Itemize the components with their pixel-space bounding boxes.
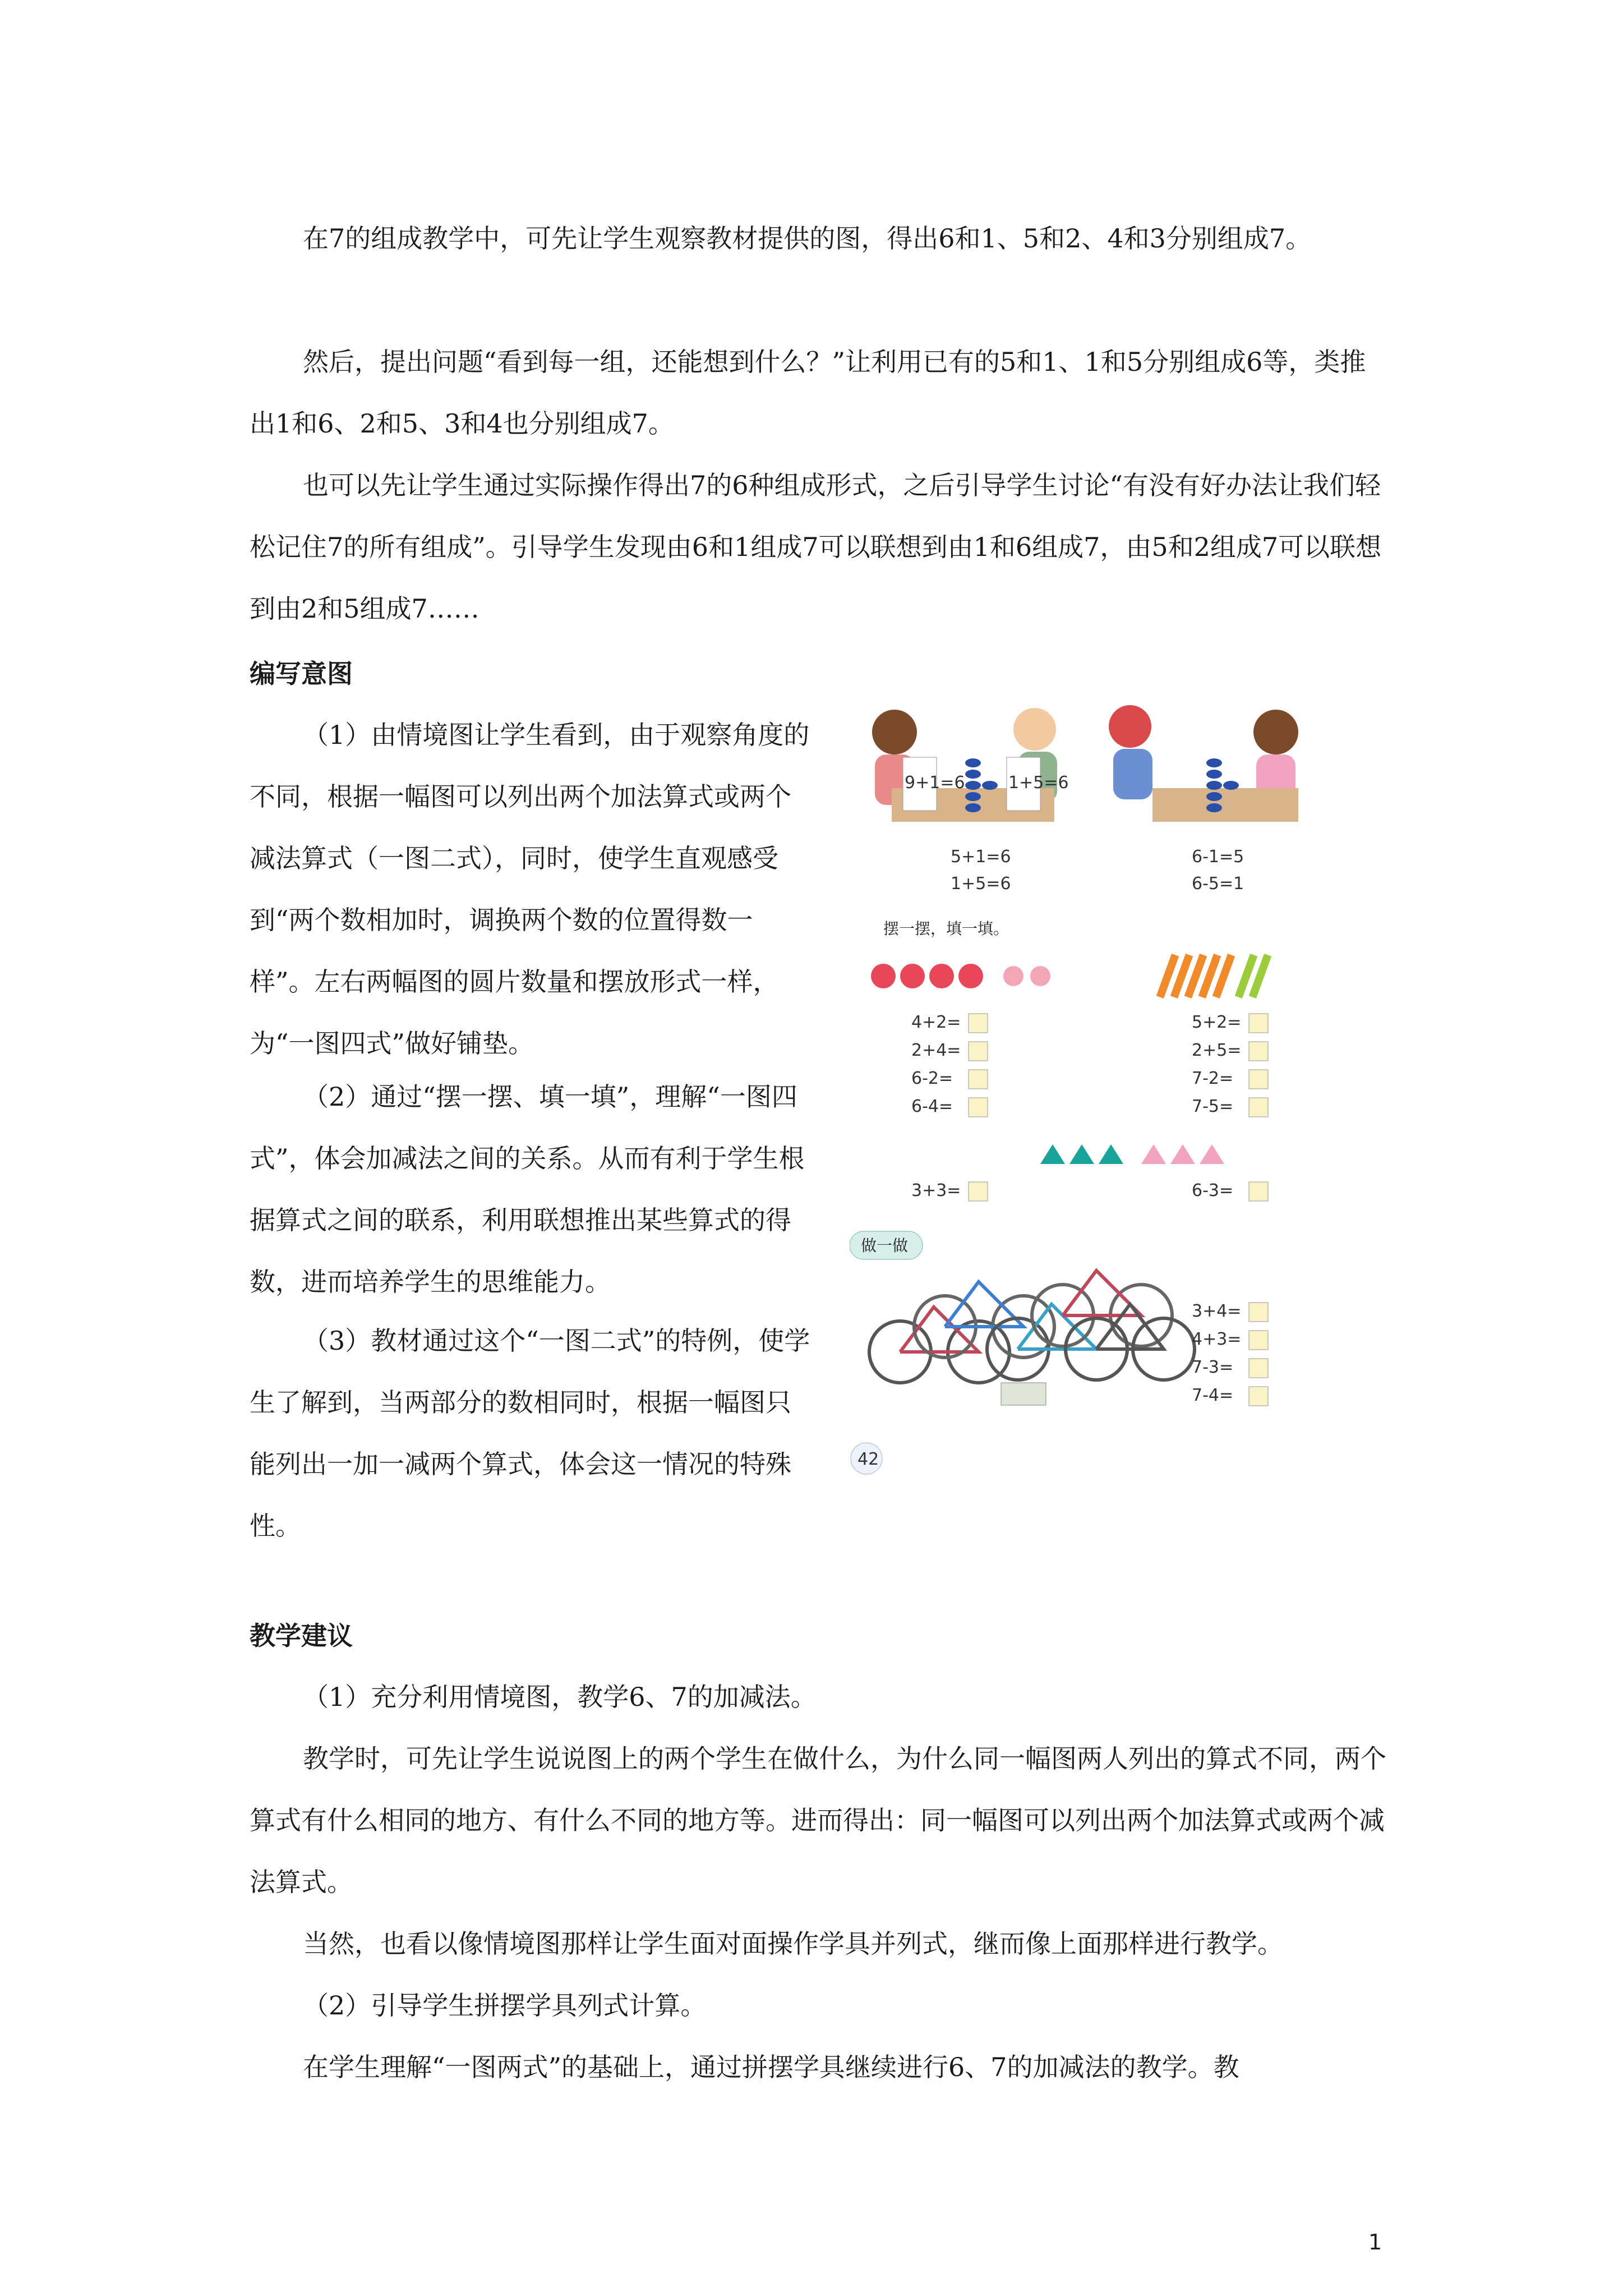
- bike-eq-4: 7-4=: [1192, 1386, 1234, 1405]
- answer-box[interactable]: [969, 1042, 988, 1061]
- answer-box[interactable]: [1249, 1014, 1268, 1033]
- answer-box[interactable]: [1249, 1359, 1268, 1378]
- flowers-equations: [911, 1013, 988, 1117]
- page-number: 1: [1368, 2230, 1382, 2254]
- flowers-eq-2: 2+4=: [911, 1041, 961, 1060]
- flower-icon: [1003, 966, 1023, 986]
- triangle-icon: [1170, 1144, 1195, 1164]
- activity-title: 摆一摆，填一填。: [883, 919, 1009, 938]
- scene-left-eq-2: 1+5=6: [951, 874, 1011, 894]
- card-right-text: 1+5=6: [1008, 773, 1069, 793]
- card-left-text: 9+1=6: [905, 773, 965, 793]
- practice-label: 做一做: [861, 1236, 909, 1255]
- flowers-eq-3: 6-2=: [911, 1069, 953, 1088]
- scene-left-eq-1: 5+1=6: [951, 847, 1011, 867]
- bike-eq-3: 7-3=: [1192, 1358, 1234, 1377]
- textbook-illustration: [850, 698, 1315, 1506]
- triangles-row: [1040, 1144, 1224, 1164]
- answer-box[interactable]: [1249, 1070, 1268, 1089]
- triangle-icon: [1040, 1144, 1065, 1164]
- answer-box[interactable]: [969, 1014, 988, 1033]
- bike-eq-2: 4+3=: [1192, 1329, 1242, 1349]
- answer-box[interactable]: [969, 1182, 988, 1201]
- flower-icon: [871, 964, 896, 988]
- triangle-icon: [1069, 1144, 1094, 1164]
- triangle-icon: [1141, 1144, 1166, 1164]
- bicycles-illustration: [869, 1271, 1195, 1383]
- answer-box[interactable]: [1249, 1042, 1268, 1061]
- bicycle-frame-icon: [900, 1307, 979, 1352]
- bike-eq-1: 3+4=: [1192, 1301, 1242, 1321]
- textbook-page-number: 42: [857, 1450, 879, 1469]
- flower-icon: [958, 964, 983, 988]
- child-head-left-girl: [872, 710, 917, 754]
- bicycle-frame-icon: [1063, 1271, 1141, 1315]
- paragraph-1: 在7的组成教学中，可先让学生观察教材提供的图，得出6和1、5和2、4和3分别组成7。: [303, 223, 1312, 254]
- sticks-equations: [1192, 1013, 1268, 1117]
- scene-left: [872, 708, 1069, 894]
- child-head-right-boy: [1109, 705, 1151, 748]
- answer-box[interactable]: [1249, 1303, 1268, 1322]
- bicycles-equations: [1192, 1301, 1268, 1406]
- flowers-eq-4: 6-4=: [911, 1097, 953, 1116]
- answer-box[interactable]: [1249, 1387, 1268, 1406]
- sticks-eq-3: 7-2=: [1192, 1069, 1234, 1088]
- bicycle-stand: [1001, 1383, 1046, 1405]
- section-heading-teaching-advice: 教学建议: [250, 1621, 353, 1651]
- sticks-row: [1156, 954, 1272, 999]
- answer-box[interactable]: [969, 1070, 988, 1089]
- section-heading-writing-intent: 编写意图: [250, 659, 353, 689]
- advice-item-2: 教学时，可先让学生说说图上的两个学生在做什么，为什么同一幅图两人列出的算式不同，两个算式有什么相同的地方、有什么不同的地方等。进而得出：同一幅图可以列出两个加法算式或两个减法算式。: [250, 1743, 1386, 1897]
- child-body-right-boy: [1113, 749, 1152, 799]
- intent-item-3: （3）教材通过这个“一图二式”的特例，使学生了解到，当两部分的数相同时，根据一幅图只能列出一加一减两个算式，体会这一情况的特殊性。: [250, 1326, 810, 1541]
- flowers-row: [871, 964, 1050, 988]
- scene-right-eq-1: 6-1=5: [1192, 847, 1244, 867]
- advice-item-3: 当然，也看以像情境图那样让学生面对面操作学具并列式，继而像上面那样进行教学。: [303, 1929, 1283, 1959]
- triangles-eq-right: 6-3=: [1192, 1181, 1234, 1200]
- scene-right-eq-2: 6-5=1: [1192, 874, 1244, 894]
- scene-right: [1109, 705, 1298, 894]
- flowers-eq-1: 4+2=: [911, 1013, 961, 1032]
- advice-item-1: （1）充分利用情境图，教学6、7的加减法。: [303, 1682, 817, 1712]
- answer-box[interactable]: [1249, 1331, 1268, 1350]
- flower-icon: [900, 964, 925, 988]
- flower-icon: [1030, 966, 1050, 986]
- answer-box[interactable]: [1249, 1098, 1268, 1117]
- intent-item-1: （1）由情境图让学生看到，由于观察角度的不同，根据一幅图可以列出两个加法算式或两个减法算式（一图二式），同时，使学生直观感受到“两个数相加时，调换两个数的位置得数一样”。左右两幅图的圆片数量和摆放形式一样，为“一图四式”做好铺垫。: [250, 720, 810, 1059]
- child-head-right-girl: [1253, 710, 1298, 754]
- answer-box[interactable]: [969, 1098, 988, 1117]
- sticks-eq-4: 7-5=: [1192, 1097, 1234, 1116]
- bicycle-frame-icon: [1018, 1304, 1096, 1349]
- sticks-eq-1: 5+2=: [1192, 1013, 1242, 1032]
- intent-item-2: （2）通过“摆一摆、填一填”，理解“一图四式”，体会加减法之间的关系。从而有利于学生根据算式之间的联系，利用联想推出某些算式的得数，进而培养学生的思维能力。: [250, 1082, 805, 1297]
- child-head-left-boy: [1013, 708, 1056, 751]
- flower-icon: [929, 964, 954, 988]
- advice-item-4: （2）引导学生拼摆学具列式计算。: [303, 1990, 707, 2021]
- sticks-eq-2: 2+5=: [1192, 1041, 1242, 1060]
- triangle-icon: [1099, 1144, 1123, 1164]
- advice-item-5: 在学生理解“一图两式”的基础上，通过拼摆学具继续进行6、7的加减法的教学。教: [303, 2052, 1239, 2082]
- answer-box[interactable]: [1249, 1182, 1268, 1201]
- paragraph-2: 然后，提出问题“看到每一组，还能想到什么？”让利用已有的5和1、1和5分别组成6等，类推出1和6、2和5、3和4也分别组成7。: [250, 347, 1366, 439]
- paragraph-3: 也可以先让学生通过实际操作得出7的6种组成形式，之后引导学生讨论“有没有好办法让我们轻松记住7的所有组成”。引导学生发现由6和1组成7可以联想到由1和6组成7，由5和2组成7可以联想到由2和5组成7……: [250, 470, 1382, 624]
- triangle-icon: [1200, 1144, 1224, 1164]
- desk-right: [1152, 788, 1298, 822]
- triangles-eq-left: 3+3=: [911, 1181, 961, 1200]
